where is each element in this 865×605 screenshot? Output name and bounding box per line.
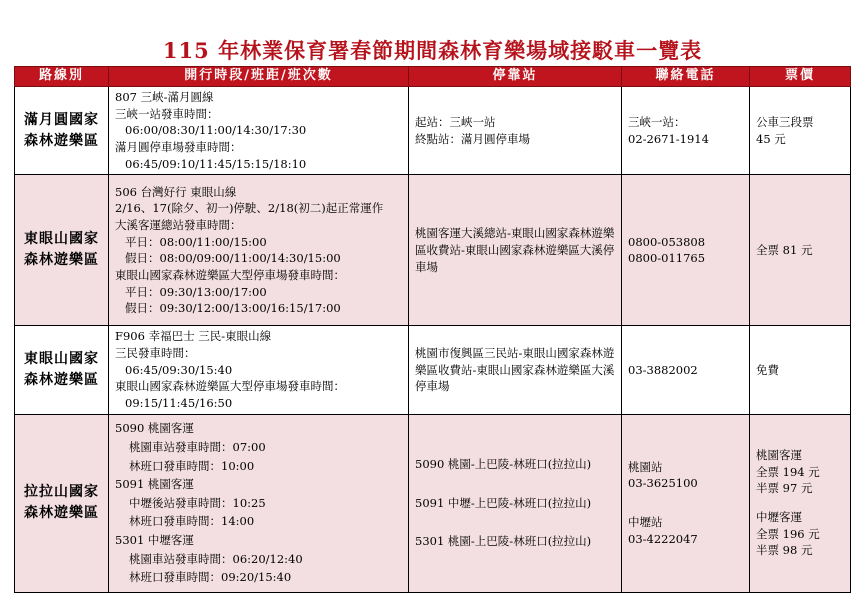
- phone-line: 03-3625100: [628, 476, 698, 491]
- fare-line: 免費: [756, 362, 779, 377]
- route-name-line: 滿月圓國家: [24, 111, 99, 128]
- table-row: [15, 326, 851, 414]
- schedule-line: 假日：08:00/09:00/11:00/14:30/15:00: [125, 251, 341, 266]
- schedule-cell: [109, 175, 409, 326]
- schedule-line: 滿月圓停車場發車時間：: [115, 139, 242, 154]
- fare-line: 桃園客運: [756, 448, 802, 463]
- phone-line: 0800-053808: [628, 234, 706, 249]
- stop-line: 5090 桃園-上巴陵-林班口(拉拉山): [415, 457, 592, 472]
- schedule-line: 大溪客運總站發車時間：: [115, 217, 242, 232]
- schedule-line: 中壢後站發車時間：10:25: [129, 495, 266, 510]
- stop-line: 5091 中壢-上巴陵-林班口(拉拉山): [415, 495, 592, 510]
- route-cell: [15, 86, 109, 174]
- schedule-line: 平日：09:30/13:00/17:00: [125, 284, 267, 299]
- route-name-line: 東眼山國家: [24, 350, 99, 367]
- page-title: 115 年林業保育署春節期間森林育樂場域接駁車一覽表: [162, 38, 703, 63]
- schedule-line: 2/16、17(除夕、初一)停駛、2/18(初二)起正常運作: [115, 201, 384, 216]
- header-schedule: 開行時段/班距/班次數: [109, 67, 409, 87]
- route-cell: [15, 414, 109, 592]
- schedule-line: 東眼山國家森林遊樂區大型停車場發車時間：: [115, 267, 345, 282]
- schedule-line: 桃園車站發車時間：06:20/12:40: [129, 551, 303, 566]
- phone-line: 中壢站: [628, 515, 663, 530]
- route-cell: [15, 175, 109, 326]
- fare-line: 半票 97 元: [756, 481, 813, 496]
- fare-cell: [750, 414, 851, 592]
- fare-line: 全票 81 元: [756, 242, 813, 257]
- fare-cell: [750, 326, 851, 414]
- schedule-line: 平日：08:00/11:00/15:00: [125, 234, 267, 249]
- route-name-line: 森林遊樂區: [24, 132, 99, 149]
- schedule-line: 807 三峽-滿月圓線: [115, 89, 214, 104]
- stop-line: 終點站：滿月圓停車場: [415, 131, 530, 146]
- fare-line: 全票 196 元: [756, 526, 820, 541]
- schedule-line: 三民發車時間：: [115, 345, 196, 360]
- phone-line: 03-3882002: [628, 362, 698, 377]
- route-name-line: 東眼山國家: [24, 231, 99, 248]
- stop-cell: [409, 414, 622, 592]
- table-row: [15, 86, 851, 174]
- schedule-cell: [109, 86, 409, 174]
- header-fare: 票價: [750, 67, 851, 87]
- stop-line: 5301 桃園-上巴陵-林班口(拉拉山): [415, 534, 592, 549]
- fare-line: 45 元: [756, 131, 786, 146]
- schedule-cell: [109, 414, 409, 592]
- schedule-line: 5090 桃園客運: [115, 421, 194, 436]
- phone-cell: [622, 414, 750, 592]
- schedule-line: 09:15/11:45/16:50: [125, 395, 233, 410]
- stop-cell: [409, 86, 622, 174]
- fare-line: 中壢客運: [756, 510, 802, 525]
- schedule-line: 假日：09:30/12:00/13:00/16:15/17:00: [125, 301, 341, 316]
- phone-cell: [622, 86, 750, 174]
- table-row: [15, 175, 851, 326]
- phone-line: 0800-011765: [628, 251, 706, 266]
- table-header-row: [15, 67, 851, 87]
- schedule-line: 桃園車站發車時間：07:00: [129, 439, 266, 454]
- phone-line: 三峽一站：: [628, 114, 686, 129]
- route-name-line: 拉拉山國家: [24, 484, 99, 501]
- schedule-line: 06:45/09:10/11:45/15:15/18:10: [125, 156, 307, 171]
- phone-line: 02-2671-1914: [628, 131, 709, 146]
- schedule-line: 5091 桃園客運: [115, 477, 194, 492]
- shuttle-table: [14, 66, 851, 593]
- route-cell: [15, 326, 109, 414]
- fare-line: 半票 98 元: [756, 543, 813, 558]
- phone-cell: [622, 326, 750, 414]
- route-name-line: 森林遊樂區: [24, 252, 99, 269]
- route-name-line: 森林遊樂區: [24, 505, 99, 522]
- fare-cell: [750, 86, 851, 174]
- fare-line: 全票 194 元: [756, 464, 820, 479]
- header-phone: 聯絡電話: [622, 67, 750, 87]
- schedule-line: 林班口發車時間：14:00: [129, 514, 255, 529]
- route-name-line: 森林遊樂區: [24, 371, 99, 388]
- schedule-line: F906 幸福巴士 三民-東眼山線: [115, 329, 272, 344]
- schedule-cell: [109, 326, 409, 414]
- phone-cell: [622, 175, 750, 326]
- header-route: 路線別: [15, 67, 109, 87]
- schedule-line: 東眼山國家森林遊樂區大型停車場發車時間：: [115, 379, 345, 394]
- stop-line: 桃園客運大溪總站-東眼山國家森林遊樂區收費站-東眼山國家森林遊樂區大溪停車場: [415, 226, 615, 274]
- stop-cell: [409, 175, 622, 326]
- stop-cell: [409, 326, 622, 414]
- schedule-line: 5301 中壢客運: [115, 533, 194, 547]
- phone-line: 桃園站: [628, 459, 663, 474]
- fare-line: 公車三段票: [756, 114, 814, 129]
- phone-line: 03-4222047: [628, 531, 698, 546]
- header-stop: 停靠站: [409, 67, 622, 87]
- stop-line: 起站：三峽一站: [415, 114, 496, 129]
- table-row: [15, 414, 851, 592]
- schedule-line: 林班口發車時間：09:20/15:40: [129, 570, 292, 585]
- schedule-line: 三峽一站發車時間：: [115, 106, 219, 121]
- stop-line: 桃園市復興區三民站-東眼山國家森林遊樂區收費站-東眼山國家森林遊樂區大溪停車場: [415, 345, 615, 394]
- schedule-line: 06:00/08:30/11:00/14:30/17:30: [125, 123, 307, 138]
- schedule-line: 06:45/09:30/15:40: [125, 362, 233, 377]
- schedule-line: 506 台灣好行 東眼山線: [115, 184, 237, 199]
- fare-cell: [750, 175, 851, 326]
- schedule-line: 林班口發車時間：10:00: [129, 458, 255, 473]
